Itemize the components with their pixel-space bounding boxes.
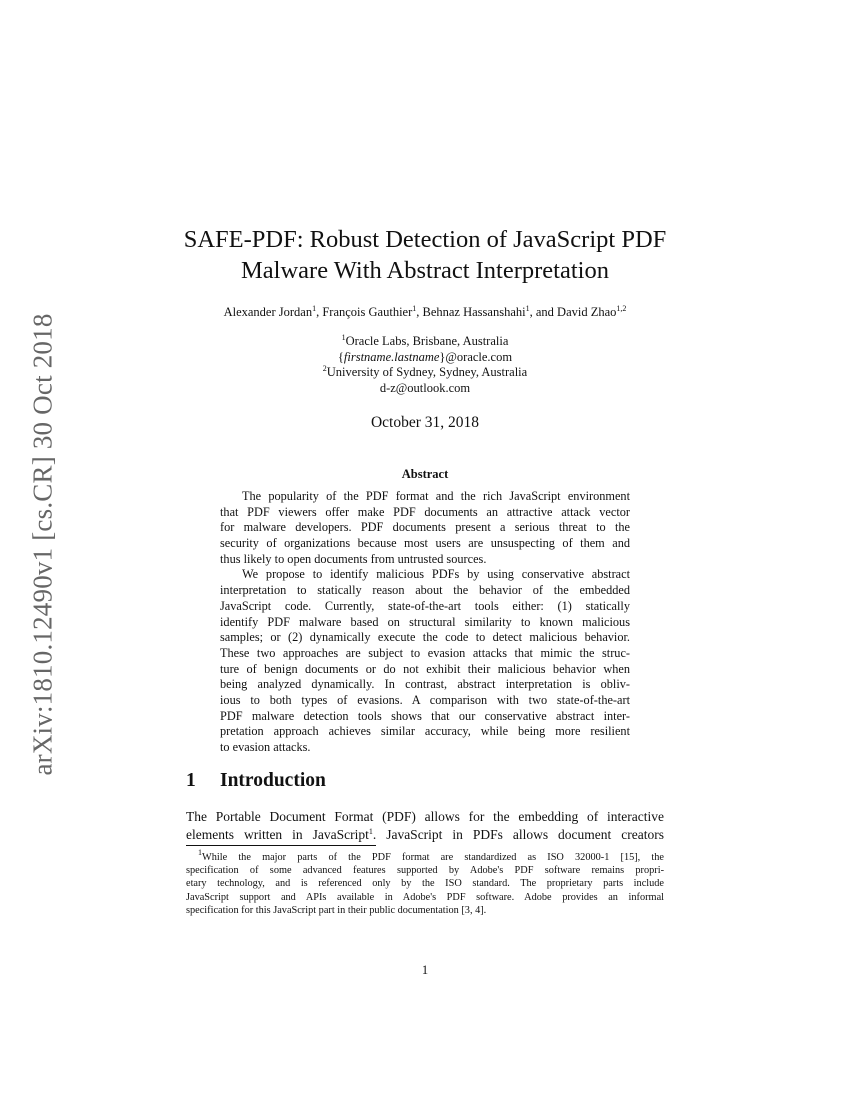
arxiv-identifier: arXiv:1810.12490v1 [cs.CR] 30 Oct 2018 <box>27 312 58 776</box>
arxiv-side-stamp <box>18 298 68 790</box>
abstract-line: JavaScript code. Currently, state-of-the-art tools either: (1) statically <box>220 598 630 613</box>
footnote-mark: 1 <box>198 848 202 857</box>
email-outlook: d-z@outlook.com <box>379 380 471 395</box>
author-affiliation-mark: 1 <box>525 304 530 313</box>
title-line-1: SAFE-PDF: Robust Detection of JavaScript PDF <box>183 226 667 253</box>
author-list <box>140 305 710 320</box>
body-line-text: elements written in JavaScript <box>186 826 369 842</box>
footnote-rule <box>186 845 376 846</box>
abstract-line: These two approaches are subject to evasion attacks that mimic the struc- <box>220 645 630 660</box>
footnote-line: JavaScript support and APIs available in Adobe's PDF software. Adobe provides an informal <box>186 891 664 903</box>
body-line <box>186 826 664 844</box>
abstract-line: to evasion attacks. <box>220 740 311 754</box>
affiliations <box>200 334 650 396</box>
footnote-line: etary technology, and is referenced only by the ISO standard. The proprietary parts include <box>186 878 664 890</box>
email-brace-open: { <box>337 349 344 364</box>
title-line-2: Malware With Abstract Interpretation <box>241 257 609 284</box>
abstract-line: being analyzed dynamically. In contrast, abstract interpretation is obliv- <box>220 677 630 692</box>
footnote-line: specification for this JavaScript part in their public documentation [3, 4]. <box>186 904 487 916</box>
footnote <box>186 848 664 917</box>
author-affiliation-mark: 1 <box>312 304 317 313</box>
abstract-line: thus likely to open documents from untrusted sources. <box>220 551 487 566</box>
footnote-line-text: While the major parts of the PDF format are standardized as ISO 32000-1 [15], the <box>202 852 664 863</box>
email-domain: }@oracle.com <box>439 349 513 364</box>
section-number: 1 <box>186 770 196 791</box>
body-line: The Portable Document Format (PDF) allows for the embedding of interactive <box>186 809 664 824</box>
footnote-line <box>186 848 664 864</box>
affiliation-1 <box>200 334 650 350</box>
author-name: Behnaz Hassanshahi <box>422 305 526 319</box>
abstract-line: ious to both types of evasions. A comparison with two state-of-the-art <box>220 692 630 707</box>
footnote-reference: 1 <box>368 826 373 836</box>
author-affiliation-mark: 1,2 <box>616 304 627 313</box>
author-affiliation-mark: 1 <box>412 304 417 313</box>
affiliation-text: Oracle Labs, Brisbane, Australia <box>345 334 509 348</box>
abstract-line: that PDF viewers offer make PDF documents an attractive attack vector <box>220 504 630 519</box>
author-name: François Gauthier <box>322 305 413 319</box>
section-heading <box>186 770 326 792</box>
footnote-line: specification of some advanced features supported by Adobe's PDF software remains propri- <box>186 865 664 877</box>
abstract-line: We propose to identify malicious PDFs by using conservative abstract <box>242 567 630 582</box>
section-title: Introduction <box>220 770 326 791</box>
author-separator: , <box>416 305 423 319</box>
abstract-line: interpretation to statically reason about the behavior of the embedded <box>220 583 630 598</box>
paper-date: October 31, 2018 <box>370 414 480 431</box>
author-name: Alexander Jordan <box>223 305 313 319</box>
affiliation-text: University of Sydney, Sydney, Australia <box>326 365 528 379</box>
affiliation-2 <box>200 365 650 381</box>
author-separator: , <box>316 305 323 319</box>
abstract-line: samples; or (2) dynamically execute the code to detect malicious behavior. <box>220 630 630 645</box>
paper-title <box>160 224 690 286</box>
abstract-line: The popularity of the PDF format and the rich JavaScript environment <box>242 489 630 503</box>
abstract-line: ture of benign documents or do not exhibit their malicious behavior when <box>220 661 630 676</box>
body-line-text: . JavaScript in PDFs allows document creators <box>372 826 664 842</box>
page-number: 1 <box>421 963 429 977</box>
abstract-line: pretation approach achieves similar accuracy, while being more resilient <box>220 724 630 739</box>
abstract-line: identify PDF malware based on structural similarity to known malicious <box>220 614 630 629</box>
abstract-body <box>220 489 630 756</box>
abstract-line: PDF malware detection tools shows that our conservative abstract inter- <box>220 708 630 723</box>
author-separator: , and <box>529 305 558 319</box>
author-name: David Zhao <box>557 305 617 319</box>
affiliation-mark: 1 <box>341 333 346 342</box>
abstract-line: for malware developers. PDF documents present a serious threat to the <box>220 520 630 535</box>
email-pattern: firstname.lastname <box>343 349 440 364</box>
affiliation-mark: 2 <box>322 364 327 373</box>
introduction-text <box>186 808 664 843</box>
email-oracle <box>200 350 650 366</box>
abstract-heading: Abstract <box>401 467 449 481</box>
abstract-line: security of organizations because most users are unsuspecting of them and <box>220 536 630 551</box>
